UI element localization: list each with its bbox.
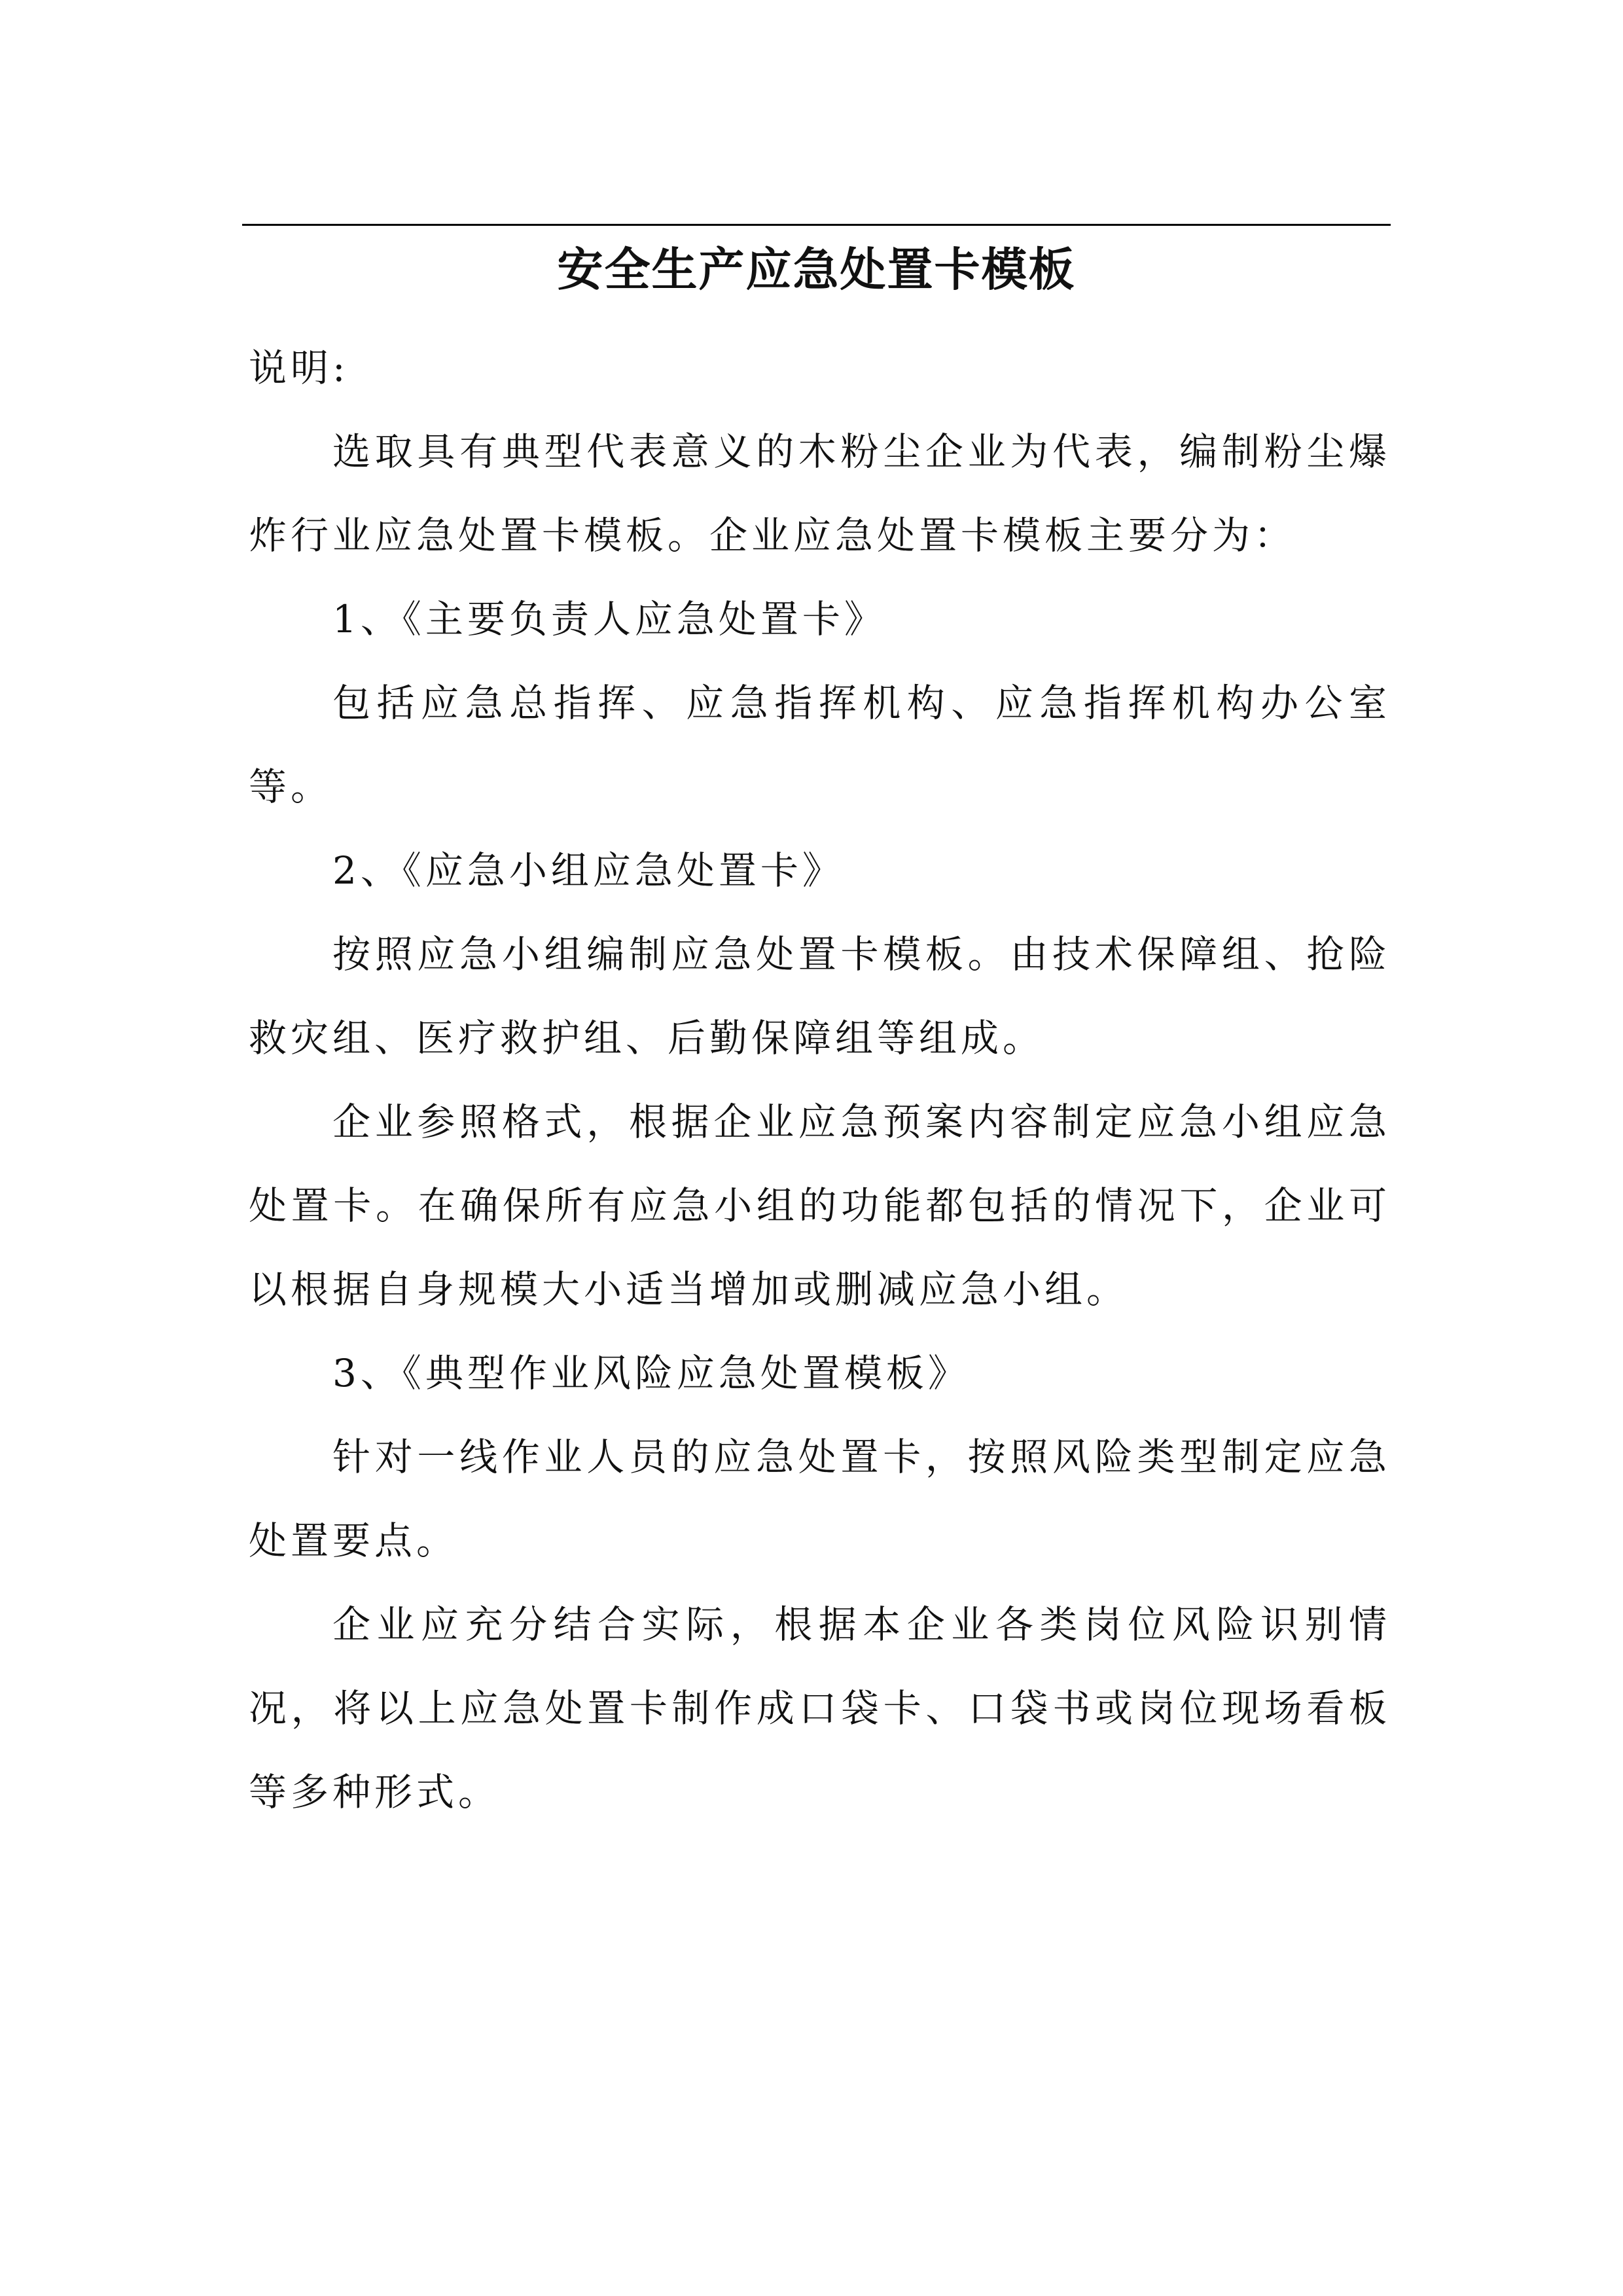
paragraph-item-2: 按照应急小组编制应急处置卡模板。由技术保障组、抢险救灾组、医疗救护组、后勤保障组等组成。 xyxy=(249,932,1391,1060)
paragraph-item-1: 包括应急总指挥、应急指挥机构、应急指挥机构办公室等。 xyxy=(249,681,1391,809)
paragraph-heading-2: 2、《应急小组应急处置卡》 xyxy=(332,848,844,893)
paragraph-overview: 选取具有典型代表意义的木粉尘企业为代表，编制粉尘爆炸行业应急处置卡模板。企业应急处置卡模板主要分为： xyxy=(249,429,1391,558)
paragraph-intro-label: 说明: xyxy=(249,346,349,390)
document-title: 安全生产应急处置卡模板 xyxy=(557,243,1076,296)
paragraph-item-2-detail: 企业参照格式，根据企业应急预案内容制定应急小组应急处置卡。在确保所有应急小组的功能都包括的情况下，企业可以根据自身规模大小适当增加或删减应急小组。 xyxy=(249,1100,1391,1312)
document-body xyxy=(249,326,1391,1834)
paragraph-heading-3: 3、《典型作业风险应急处置模板》 xyxy=(332,1351,970,1395)
paragraph-item-3: 针对一线作业人员的应急处置卡，按照风险类型制定应急处置要点。 xyxy=(249,1435,1391,1563)
paragraph-conclusion: 企业应充分结合实际，根据本企业各类岗位风险识别情况，将以上应急处置卡制作成口袋卡、口袋书或岗位现场看板等多种形式。 xyxy=(249,1602,1391,1814)
paragraph-heading-1: 1、《主要负责人应急处置卡》 xyxy=(332,597,886,641)
header-rule xyxy=(242,224,1391,226)
